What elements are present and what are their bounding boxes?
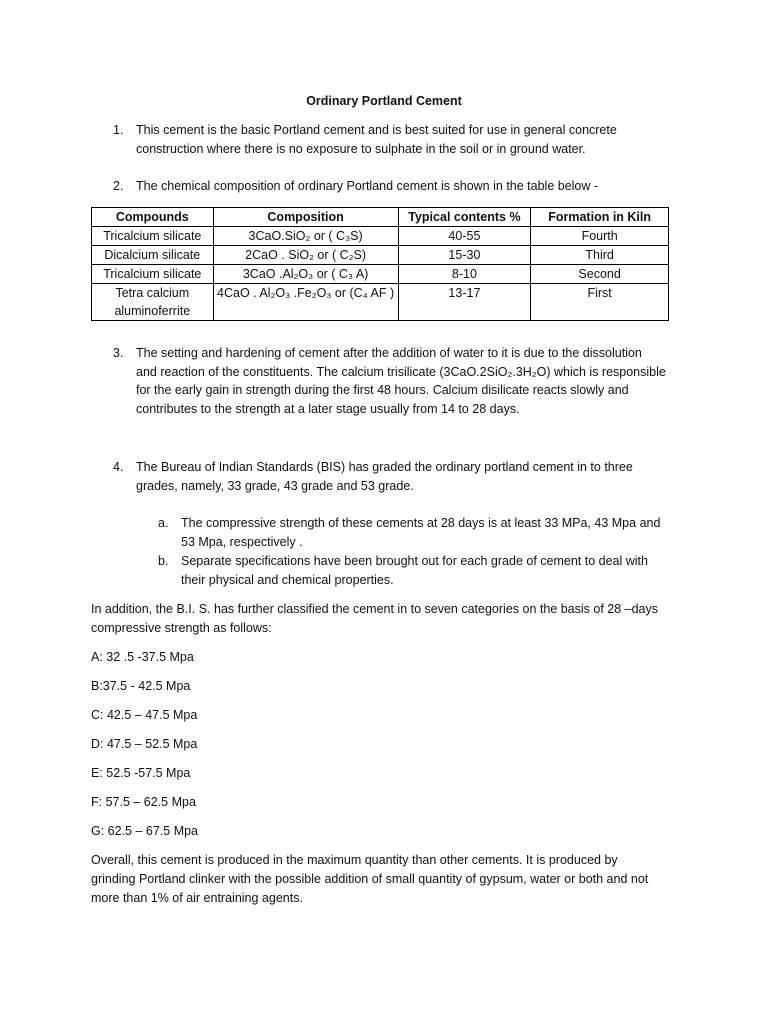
item-3-line-3: for the early gain in strength during the first 48 hours. Calcium disilicate reacts slowly and [136,383,629,397]
cell-compound: Tricalcium silicate [92,227,214,246]
cell-formation: Third [531,246,669,265]
cell-composition: 3CaO .Al₂O₃ or ( C₃ A) [213,265,398,284]
header-compounds: Compounds [92,208,214,227]
item-3-number: 3. [113,346,124,360]
item-2-number: 2. [113,179,124,193]
category-f: F: 57.5 – 62.5 Mpa [91,795,196,809]
subitem-b-line-2: their physical and chemical properties. [181,573,394,587]
table-row [92,265,669,284]
table-row [92,246,669,265]
overall-line-1: Overall, this cement is produced in the maximum quantity than other cements. It is produced by [91,853,618,867]
cell-content: 15-30 [398,246,531,265]
category-g: G: 62.5 – 67.5 Mpa [91,824,199,838]
subitem-b-line-1: Separate specifications have been brought out for each grade of cement to deal with [181,554,648,568]
item-4-number: 4. [113,460,124,474]
cell-formation: First [531,284,669,321]
subitem-a-line-1: The compressive strength of these cements at 28 days is at least 33 MPa, 43 Mpa and [181,516,661,530]
subitem-b-label: b. [158,554,169,568]
cell-composition: 4CaO . Al₂O₃ .Fe₂O₃ or (C₄ AF ) [213,284,398,321]
category-a: A: 32 .5 -37.5 Mpa [91,650,194,664]
header-typical-contents: Typical contents % [398,208,531,227]
table-header-row [92,208,669,227]
item-1-line-2: construction where there is no exposure to sulphate in the soil or in ground water. [136,142,586,156]
cell-formation: Fourth [531,227,669,246]
header-formation-in-kiln: Formation in Kiln [531,208,669,227]
cell-compound: Tetra calcium aluminoferrite [92,284,214,321]
category-e: E: 52.5 -57.5 Mpa [91,766,191,780]
addition-line-2: compressive strength as follows: [91,621,272,635]
cell-composition: 2CaO . SiO₂ or ( C₂S) [213,246,398,265]
category-c: C: 42.5 – 47.5 Mpa [91,708,198,722]
cell-compound: Dicalcium silicate [92,246,214,265]
cell-content: 40-55 [398,227,531,246]
overall-line-2: grinding Portland clinker with the possible addition of small quantity of gypsum, water or both and not [91,872,649,886]
subitem-a-line-2: 53 Mpa, respectively . [181,535,303,549]
cell-content: 13-17 [398,284,531,321]
cell-formation: Second [531,265,669,284]
category-b: B:37.5 - 42.5 Mpa [91,679,191,693]
overall-line-3: more than 1% of air entraining agents. [91,891,303,905]
cell-composition: 3CaO.SiO₂ or ( C₃S) [213,227,398,246]
category-d: D: 47.5 – 52.5 Mpa [91,737,198,751]
item-3-line-1: The setting and hardening of cement after the addition of water to it is due to the dissolution [136,346,642,360]
item-3-line-4: contributes to the strength at a later stage usually from 14 to 28 days. [136,402,520,416]
item-4-line-2: grades, namely, 33 grade, 43 grade and 53 grade. [136,479,414,493]
item-3-line-2: and reaction of the constituents. The calcium trisilicate (3CaO.2SiO₂.3H₂O) which is responsible [136,365,666,379]
page-title: Ordinary Portland Cement [306,94,462,108]
item-4-line-1: The Bureau of Indian Standards (BIS) has graded the ordinary portland cement in to three [136,460,633,474]
composition-table [91,207,669,321]
item-1-number: 1. [113,123,124,137]
addition-line-1: In addition, the B.I. S. has further classified the cement in to seven categories on the basis of 28 –days [91,602,658,616]
cell-content: 8-10 [398,265,531,284]
table-row [92,227,669,246]
cell-compound: Tricalcium silicate [92,265,214,284]
item-2-line: The chemical composition of ordinary Portland cement is shown in the table below - [136,179,599,193]
table-row [92,284,669,321]
item-1-line-1: This cement is the basic Portland cement and is best suited for use in general concrete [136,123,617,137]
subitem-a-label: a. [158,516,169,530]
header-composition: Composition [213,208,398,227]
